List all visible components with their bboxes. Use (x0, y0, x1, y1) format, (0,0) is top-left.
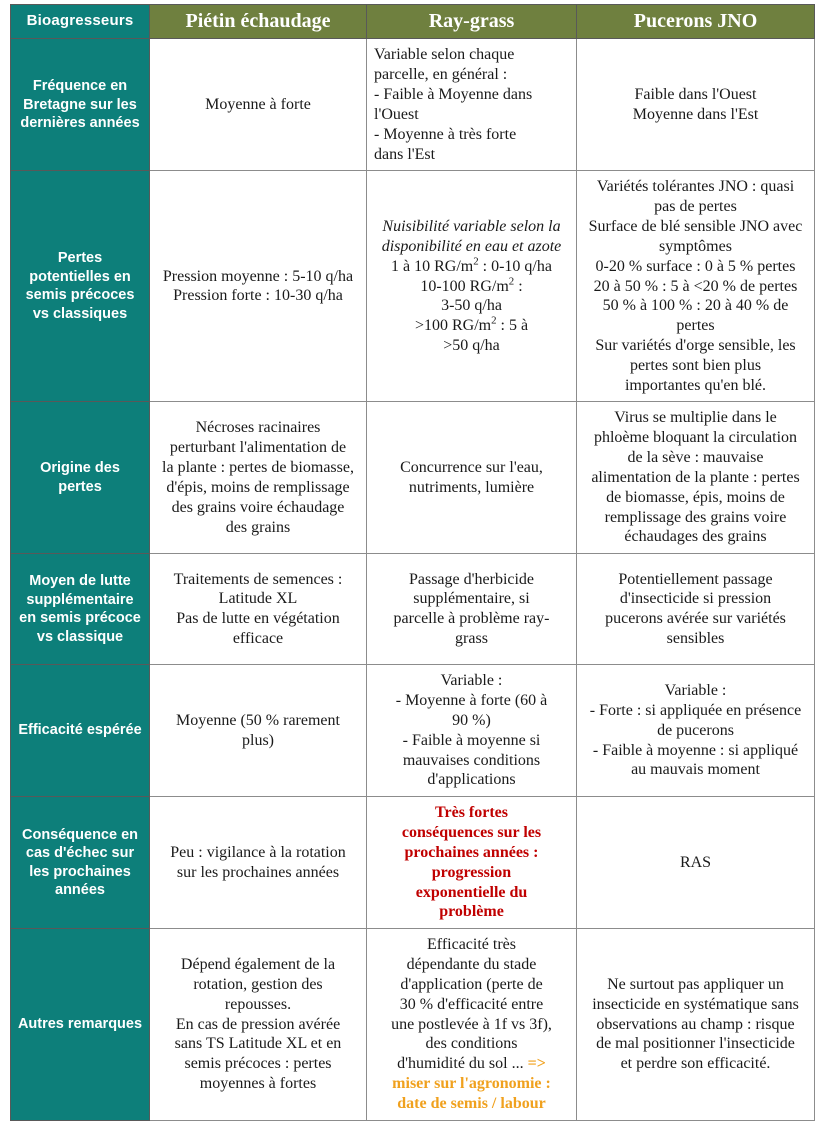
cell-line: Variétés tolérantes JNO : quasi (596, 178, 795, 196)
cell-line: parcelle, en général : (374, 66, 508, 84)
bioagresseurs-comparison-table (10, 4, 815, 1121)
table-row (11, 402, 815, 554)
cell-line: de mal positionner l'insecticide (596, 1035, 795, 1053)
cell-line: d'épis, moins de remplissage (166, 478, 350, 496)
cell-line: moyennes à fortes (199, 1075, 317, 1092)
cell-line: Virus se multiplie dans le (614, 409, 777, 427)
cell-line: >50 q/ha (443, 336, 500, 354)
cell-line: une postlevée à 1f vs 3f), (391, 1015, 552, 1033)
cell-line: Ne surtout pas appliquer un (607, 975, 784, 993)
row-label-consequence-echec: Conséquence en cas d'échec sur les prochaines années (11, 797, 150, 929)
row-label-frequence: Fréquence en Bretagne sur les dernières années (11, 39, 150, 171)
row-label-moyen-de-lutte: Moyen de lutte supplémentaire en semis précoce vs classique (11, 554, 150, 665)
cell-line: des conditions (425, 1035, 518, 1053)
cell-line: au mauvais moment (631, 761, 760, 779)
cell-line: progression (431, 863, 512, 881)
cell-line: Potentiellement passage (618, 570, 773, 588)
cell-line: date de semis / labour (397, 1094, 546, 1112)
cell-line: nutriments, lumière (408, 478, 535, 496)
cell-line: RAS (679, 853, 712, 871)
cell-line: pucerons avérée sur variétés (605, 610, 786, 628)
highlight-arrow: => (527, 1055, 546, 1073)
cell-line: des grains voire échaudage (171, 498, 345, 516)
cell-line: prochaines années : (404, 843, 539, 861)
cell-line: la plante : pertes de biomasse, (162, 459, 354, 477)
cell-pucerons-consequence-echec (577, 797, 815, 929)
cell-pucerons-moyen-de-lutte (577, 554, 815, 665)
cell-line: Très fortes (435, 804, 508, 822)
cell-line: plus) (242, 731, 274, 749)
cell-line: 20 à 50 % : 5 à <20 % de pertes (593, 277, 798, 295)
cell-line: parcelle à problème ray- (393, 610, 550, 628)
cell-line: Nécroses racinaires (195, 419, 321, 437)
header-row (11, 5, 815, 39)
cell-line: pas de pertes (654, 198, 737, 216)
cell-line: et perdre son efficacité. (620, 1055, 771, 1073)
cell-line: Variable : (664, 682, 727, 700)
cell-pietin-moyen-de-lutte (150, 554, 367, 665)
cell-line: de biomasse, épis, moins de (606, 488, 785, 506)
cell-line: Faible dans l'Ouest (634, 86, 757, 104)
row-label-efficacite-esperee: Efficacité espérée (11, 665, 150, 797)
cell-line: Moyenne à forte (205, 95, 311, 113)
cell-pietin-consequence-echec (150, 797, 367, 929)
cell-line: Surface de blé sensible JNO avec (588, 218, 803, 236)
cell-pietin-efficacite-esperee (150, 665, 367, 797)
cell-line: perturbant l'alimentation de (169, 439, 347, 457)
cell-line: Moyenne dans l'Est (632, 105, 759, 123)
cell-line: Passage d'herbicide (408, 570, 535, 588)
cell-line: Sur variétés d'orge sensible, les (595, 336, 796, 354)
cell-line: semis précoces : pertes (184, 1055, 332, 1073)
cell-pietin-frequence (150, 39, 367, 171)
cell-line: Traitements de semences : (173, 570, 343, 588)
cell-line: sans TS Latitude XL et en (174, 1035, 342, 1053)
cell-line: d'insecticide si pression (619, 590, 772, 608)
table-row (11, 665, 815, 797)
cell-line: Peu : vigilance à la rotation (170, 843, 346, 861)
cell-line: 1 à 10 $RG/m^2$ : 0-10 q/ha (391, 255, 552, 275)
cell-raygrass-frequence (367, 39, 577, 171)
header-ray-grass: Ray-grass (367, 5, 577, 39)
cell-line: - Moyenne à très forte (374, 125, 517, 143)
cell-line: Nuisibilité variable selon la (382, 218, 561, 236)
cell-line: pertes (676, 317, 715, 335)
cell-line: échaudages des grains (624, 528, 767, 546)
cell-line: 90 %) (452, 711, 491, 729)
table-header (11, 5, 815, 39)
cell-line: Variable selon chaque (374, 46, 515, 64)
cell-line: alimentation de la plante : pertes (591, 468, 800, 486)
cell-raygrass-moyen-de-lutte (367, 554, 577, 665)
cell-line: 0-20 % surface : 0 à 5 % pertes (595, 257, 796, 275)
cell-line: Concurrence sur l'eau, (400, 459, 543, 477)
cell-line: sensibles (666, 630, 725, 648)
cell-pucerons-origine-des-pertes (577, 402, 815, 554)
cell-line: dépendante du stade (406, 956, 537, 974)
cell-line: remplissage des grains voire (604, 508, 787, 526)
cell-line: efficace (232, 630, 284, 648)
cell-line: Efficacité très (427, 936, 516, 954)
cell-line: de pucerons (657, 721, 734, 739)
cell-line: 3-50 q/ha (441, 297, 502, 315)
cell-line: 10-100 $RG/m^2$ : (420, 275, 523, 295)
cell-line: d'applications (427, 771, 516, 789)
cell-line: 30 % d'efficacité entre (399, 995, 544, 1013)
cell-line: exponentielle du (415, 883, 528, 901)
cell-line: conséquences sur les (401, 824, 542, 842)
cell-pietin-origine-des-pertes (150, 402, 367, 554)
cell-line: symptômes (659, 237, 732, 255)
table-row (11, 554, 815, 665)
cell-line: miser sur l'agronomie : (392, 1075, 551, 1092)
cell-line: - Faible à moyenne : si appliqué (592, 741, 799, 759)
cell-raygrass-origine-des-pertes (367, 402, 577, 554)
cell-pucerons-autres-remarques (577, 929, 815, 1120)
cell-line: phloème bloquant la circulation (593, 429, 798, 447)
cell-raygrass-pertes-potentielles (367, 171, 577, 402)
cell-line: Variable : (440, 672, 503, 690)
cell-line: d'application (perte de (400, 975, 543, 993)
cell-line: repousses. (224, 995, 292, 1013)
cell-line: supplémentaire, si (413, 590, 530, 608)
row-label-pertes-potentielles: Pertes potentielles en semis précoces vs classiques (11, 171, 150, 402)
cell-line: l'Ouest (374, 105, 419, 123)
cell-pucerons-efficacite-esperee (577, 665, 815, 797)
cell-line: insecticide en systématique sans (592, 995, 799, 1013)
cell-line: Latitude XL (218, 590, 298, 608)
cell-line: de la sève : mauvaise (627, 449, 764, 467)
table-row (11, 797, 815, 929)
cell-line: problème (439, 903, 504, 921)
cell-line: - Faible à moyenne si (402, 731, 541, 749)
cell-line: Pression forte : 10-30 q/ha (173, 287, 343, 305)
table-row (11, 171, 815, 402)
cell-raygrass-autres-remarques (367, 929, 577, 1120)
cell-line: disponibilité en eau et azote (381, 237, 562, 255)
cell-pucerons-pertes-potentielles (577, 171, 815, 402)
cell-line: Pression moyenne : 5-10 q/ha (162, 267, 354, 285)
cell-raygrass-efficacite-esperee (367, 665, 577, 797)
cell-pietin-autres-remarques (150, 929, 367, 1120)
cell-line: - Forte : si appliquée en présence (589, 702, 802, 719)
cell-line: rotation, gestion des (193, 975, 323, 993)
row-label-origine-des-pertes: Origine des pertes (11, 402, 150, 554)
table-body (11, 39, 815, 1120)
header-pucerons-jno: Pucerons JNO (577, 5, 815, 39)
cell-line: pertes sont bien plus (629, 356, 762, 374)
cell-line: grass (455, 630, 488, 648)
cell-line: 50 % à 100 % : 20 à 40 % de (602, 297, 789, 315)
cell-pietin-pertes-potentielles (150, 171, 367, 402)
cell-line: - Faible à Moyenne dans (374, 86, 533, 104)
table-row (11, 929, 815, 1120)
header-bioagresseurs: Bioagresseurs (11, 5, 150, 39)
cell-line: En cas de pression avérée (175, 1015, 341, 1033)
row-label-autres-remarques: Autres remarques (11, 929, 150, 1120)
cell-line: observations au champ : risque (596, 1015, 795, 1033)
cell-line: Moyenne (50 % rarement (176, 711, 340, 729)
cell-line: des grains (225, 518, 291, 536)
cell-line: d'humidité du sol ... => (397, 1055, 546, 1073)
cell-raygrass-consequence-echec (367, 797, 577, 929)
cell-line: Dépend également de la (180, 956, 336, 974)
cell-pucerons-frequence (577, 39, 815, 171)
cell-line: Pas de lutte en végétation (176, 610, 340, 628)
table-row (11, 39, 815, 171)
cell-line: dans l'Est (374, 145, 436, 163)
cell-line: importantes qu'en blé. (624, 376, 767, 394)
cell-line: mauvaises conditions (402, 751, 541, 769)
header-pietin-echaudage: Piétin échaudage (150, 5, 367, 39)
cell-line: sur les prochaines années (176, 863, 340, 881)
cell-line: >100 $RG/m^2$ : 5 à (414, 314, 529, 335)
cell-line: - Moyenne à forte (60 à (395, 692, 548, 710)
